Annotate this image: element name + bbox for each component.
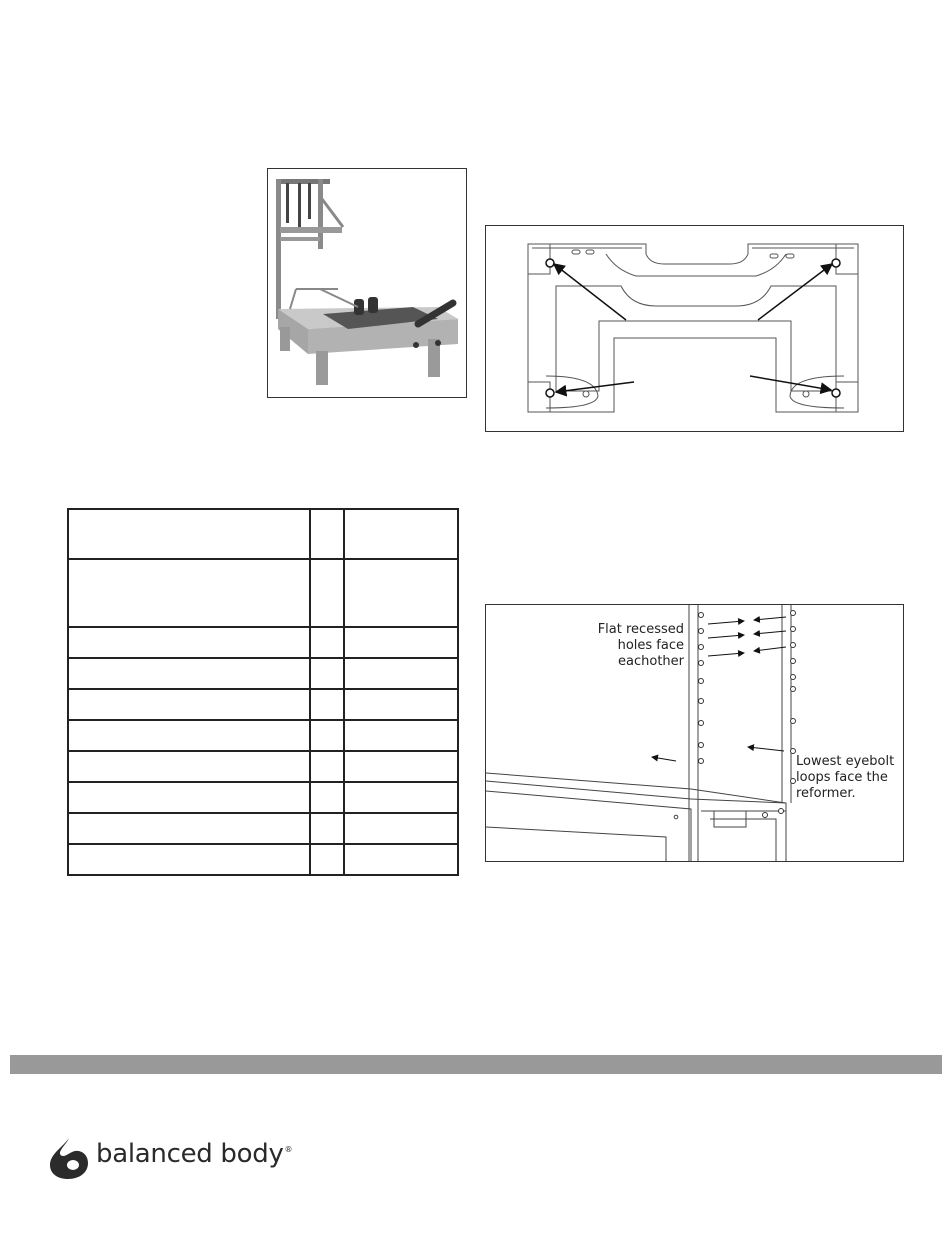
table-cell	[344, 751, 458, 782]
table-cell	[344, 559, 458, 627]
table-row	[68, 559, 458, 627]
table-cell	[310, 720, 344, 751]
tower-uprights-diagram-icon	[486, 605, 903, 861]
table-cell	[68, 782, 310, 813]
table-cell	[344, 720, 458, 751]
registered-mark: ®	[284, 1145, 293, 1155]
table-row	[68, 751, 458, 782]
table-cell	[310, 782, 344, 813]
table-row	[68, 813, 458, 844]
table-cell	[68, 509, 310, 559]
brand-name: balanced body	[96, 1139, 284, 1169]
table-cell	[344, 627, 458, 658]
annotation-lowest-eyebolt	[796, 754, 900, 802]
annotation-line: holes face	[617, 638, 684, 653]
table-row	[68, 689, 458, 720]
table-cell	[68, 844, 310, 875]
table-cell	[310, 509, 344, 559]
brand-wordmark	[96, 1139, 292, 1169]
frame-underside-diagram-icon	[486, 226, 903, 431]
table-cell	[68, 658, 310, 689]
table-row	[68, 509, 458, 559]
table-cell	[344, 844, 458, 875]
table-cell	[344, 782, 458, 813]
annotation-flat-recessed-holes	[560, 622, 684, 670]
table-cell	[68, 689, 310, 720]
table-cell	[310, 689, 344, 720]
table-cell	[344, 658, 458, 689]
annotation-line: eachother	[618, 654, 684, 669]
annotation-line: Flat recessed	[597, 622, 684, 637]
table-cell	[344, 509, 458, 559]
table-cell	[310, 658, 344, 689]
annotation-line: Lowest eyebolt	[796, 754, 895, 769]
footer-divider-bar	[10, 1055, 942, 1074]
reformer-photo-figure	[267, 168, 467, 398]
table-row	[68, 658, 458, 689]
table-row	[68, 627, 458, 658]
table-row	[68, 782, 458, 813]
table-cell	[344, 689, 458, 720]
reformer-with-tower-photo-icon	[268, 169, 466, 397]
parts-table	[67, 508, 459, 876]
tower-uprights-figure	[485, 604, 904, 862]
table-cell	[68, 627, 310, 658]
table-cell	[68, 813, 310, 844]
balanced-body-logo-icon	[46, 1134, 92, 1180]
table-cell	[310, 627, 344, 658]
table-cell	[68, 559, 310, 627]
table-row	[68, 844, 458, 875]
annotation-line: reformer.	[796, 786, 856, 801]
table-cell	[68, 720, 310, 751]
table-cell	[68, 751, 310, 782]
frame-underside-figure	[485, 225, 904, 432]
table-row	[68, 720, 458, 751]
table-cell	[310, 559, 344, 627]
table-cell	[310, 751, 344, 782]
table-cell	[344, 813, 458, 844]
annotation-line: loops face the	[796, 770, 888, 785]
table-cell	[310, 813, 344, 844]
table-cell	[310, 844, 344, 875]
